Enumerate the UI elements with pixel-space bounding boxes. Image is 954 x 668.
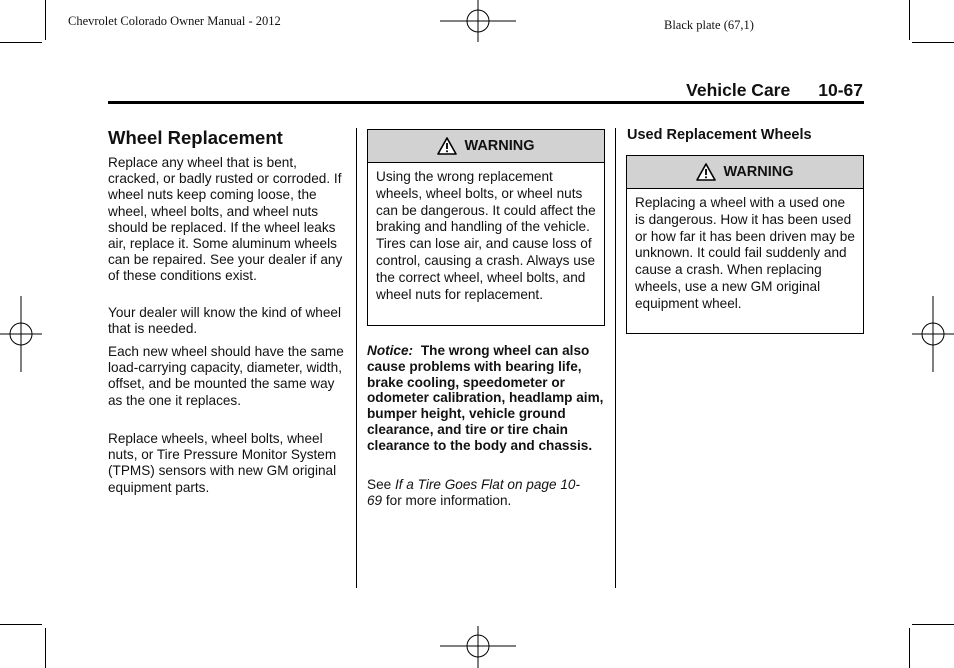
paragraph: Each new wheel should have the same load-carrying capacity, diameter, width, offset, and be mounted the same way as the one it replaces. — [108, 344, 344, 408]
crop-mark — [0, 42, 42, 43]
notice-text: The wrong wheel can also cause problems with bearing life, brake cooling, speedometer or odometer calibration, headlamp aim, bumper height, vehicle ground clearance, and tire or tire chain clearance to the body and chassis. — [367, 343, 604, 453]
registration-mark-left — [0, 296, 42, 372]
crop-mark — [912, 42, 954, 43]
warning-text: Using the wrong replacement wheels, wheel bolts, or wheel nuts can be dangerous. It could affect the braking and handling of the vehicle. Tires can lose air, and cause loss of control, causing a crash. Always use the correct wheel, wheel bolts, and wheel nuts for replacement. — [376, 169, 596, 302]
section-title: Wheel Replacement — [108, 127, 283, 148]
registration-mark-right — [912, 296, 954, 372]
crop-mark — [909, 0, 910, 40]
crop-mark — [0, 624, 42, 625]
warning-header — [368, 130, 604, 163]
manual-title-note: Chevrolet Colorado Owner Manual - 2012 — [68, 14, 281, 28]
warning-triangle-icon — [437, 137, 457, 155]
warning-box — [626, 155, 864, 334]
warning-label: WARNING — [723, 164, 794, 180]
plate-note: Black plate (67,1) — [664, 18, 754, 32]
warning-box — [367, 129, 605, 326]
crop-mark — [45, 628, 46, 668]
paragraph: Replace any wheel that is bent, cracked, or badly rusted or corroded. If wheel nuts keep coming loose, the wheel, wheel bolts, and wheel nuts should be replaced. If the wheel leaks air, replace it. Some aluminum wheels can be repaired. See your dealer if any of these conditions exist. — [108, 155, 343, 284]
header-rule — [108, 101, 864, 104]
warning-text: Replacing a wheel with a used one is dangerous. How it has been used or how far it has been driven may be unknown. It could fail suddenly and cause a crash. When replacing wheels, use a new GM original equipment wheel. — [635, 195, 855, 311]
cross-reference-link[interactable]: If a Tire Goes Flat on page 10-69 — [367, 477, 580, 509]
registration-mark-bottom — [440, 626, 516, 668]
registration-mark-top — [440, 0, 516, 42]
section-name: Vehicle Care — [686, 80, 791, 100]
warning-triangle-icon — [696, 163, 716, 181]
column-divider — [615, 128, 616, 588]
notice-label: Notice: — [367, 343, 414, 358]
crop-mark — [909, 628, 910, 668]
crop-mark — [45, 0, 46, 40]
paragraph: Your dealer will know the kind of wheel that is needed. — [108, 305, 341, 337]
running-head — [600, 80, 863, 101]
paragraph: Replace wheels, wheel bolts, wheel nuts, or Tire Pressure Monitor System (TPMS) sensors with new GM original equipment parts. — [108, 431, 337, 495]
page-number: 10-67 — [818, 80, 863, 100]
column-divider — [356, 128, 357, 588]
subheading: Used Replacement Wheels — [627, 127, 812, 143]
see-prefix: See — [367, 477, 392, 492]
notice — [367, 343, 607, 454]
warning-header — [627, 156, 863, 189]
see-suffix: for more information. — [385, 493, 512, 509]
warning-label: WARNING — [464, 138, 535, 154]
crop-mark — [912, 624, 954, 625]
cross-reference — [367, 477, 587, 509]
